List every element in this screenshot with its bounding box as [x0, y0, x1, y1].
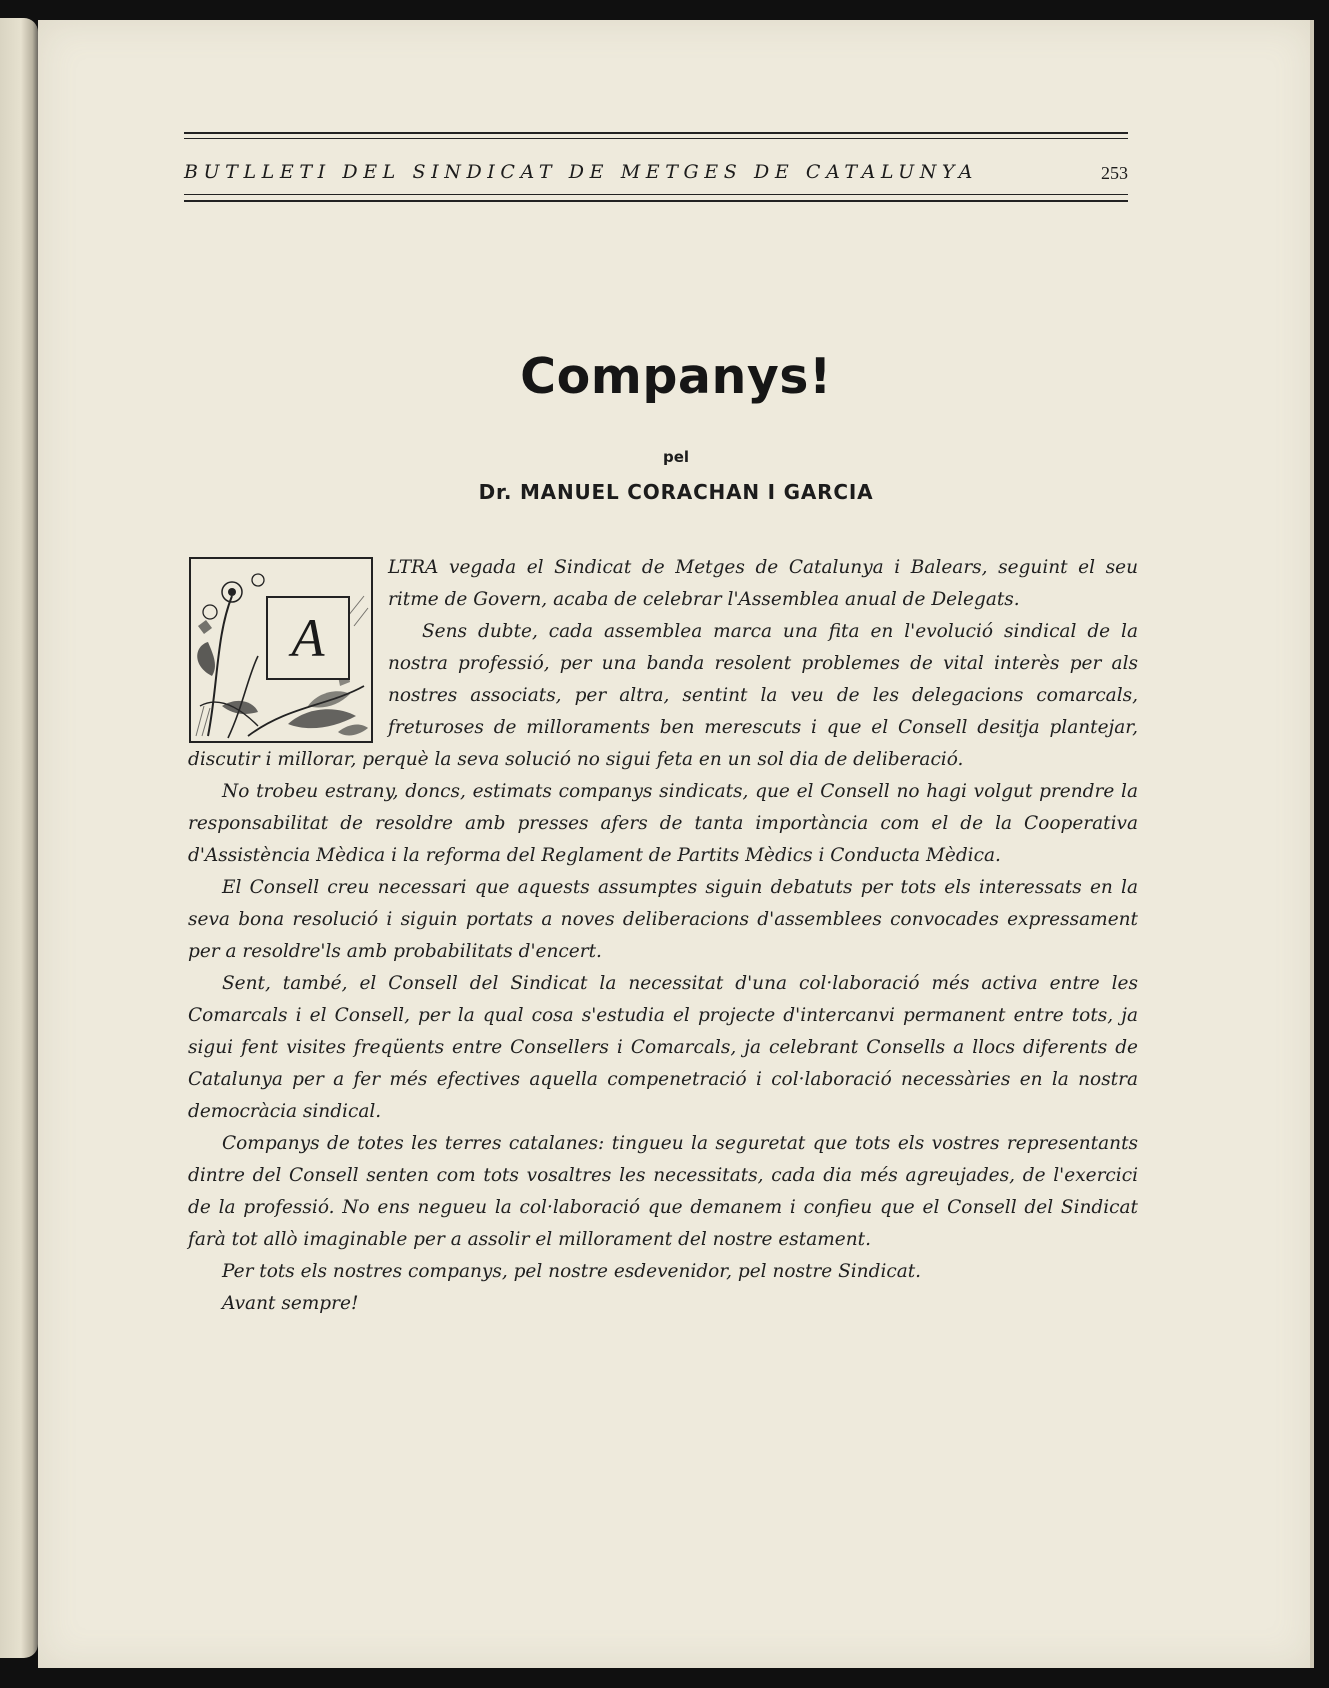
paragraph: LTRA vegada el Sindicat de Metges de Catalunya i Balears, seguint el seu ritme de Govern, acaba de celebrar l'Assemblea anual de Delegats.: [388, 557, 1138, 610]
header-rule-bottom-thin: [184, 194, 1128, 195]
journal-page: [38, 20, 1314, 1668]
journal-title: BUTLLETI DEL SINDICAT DE METGES DE CATALUNYA: [184, 161, 978, 183]
page-edge: [1310, 20, 1314, 1668]
header-rule-top: [184, 132, 1128, 134]
paragraph: Sens dubte, cada assemblea marca una fita en l'evolució sindical de la nostra professió, per una banda resolent problemes de vital interès per als nostres associats, per altra, sentint la veu de les delegacions comarcals, freturoses de milloraments ben merescuts i que el Consell desitja plantejar, discutir i millorar, perquè la seva solució no sigui feta en un sol dia de deliberació.: [188, 621, 1138, 770]
author-name: Dr. MANUEL CORACHAN I GARCIA: [478, 480, 874, 504]
paragraph: Per tots els nostres companys, pel nostre esdevenidor, pel nostre Sindicat.: [222, 1261, 922, 1282]
article-body: [188, 552, 1138, 1320]
paragraph: Sent, també, el Consell del Sindicat la necessitat d'una col·laboració més activa entre les Comarcals i el Consell, per la qual cosa s'estudia el projecte d'intercanvi permanent entre tots, ja sigui fent visites freqüents entre Consellers i Comarcals, ja celebrant Consells a llocs diferents de Catalunya per a fer més efectives aquella compenetració i col·laboració necessàries en la nostra democràcia sindical.: [188, 973, 1138, 1122]
article-title: Companys!: [520, 348, 832, 405]
drop-cap-letter: A: [266, 596, 350, 680]
paragraph: El Consell creu necessari que aquests assumptes siguin debatuts per tots els interessats en la seva bona resolució i siguin portats a noves deliberacions d'assemblees convocades expressament per a resoldre'ls amb probabilitats d'encert.: [188, 877, 1138, 962]
decorated-initial: [188, 556, 374, 744]
running-header: [184, 132, 1128, 208]
byline-prefix: pel: [662, 448, 690, 466]
header-rule-bottom: [184, 200, 1128, 202]
page-number: 253: [1101, 163, 1128, 183]
paragraph: Avant sempre!: [222, 1293, 359, 1314]
paragraph: Companys de totes les terres catalanes: tingueu la seguretat que tots els vostres representants dintre del Consell senten com tots vosaltres les necessitats, cada dia més agreujades, de l'exercici de la professió. No ens negueu la col·laboració que demanem i confieu que el Consell del Sindicat farà tot allò imaginable per a assolir el millorament del nostre estament.: [188, 1133, 1138, 1250]
paragraph: No trobeu estrany, doncs, estimats companys sindicats, que el Consell no hagi volgut prendre la responsabilitat de resoldre amb presses afers de tanta importància com el de la Cooperativa d'Assistència Mèdica i la reforma del Reglament de Partits Mèdics i Conducta Mèdica.: [188, 781, 1138, 866]
left-page-edge: [0, 18, 38, 1658]
header-rule-top-thin: [184, 138, 1128, 139]
